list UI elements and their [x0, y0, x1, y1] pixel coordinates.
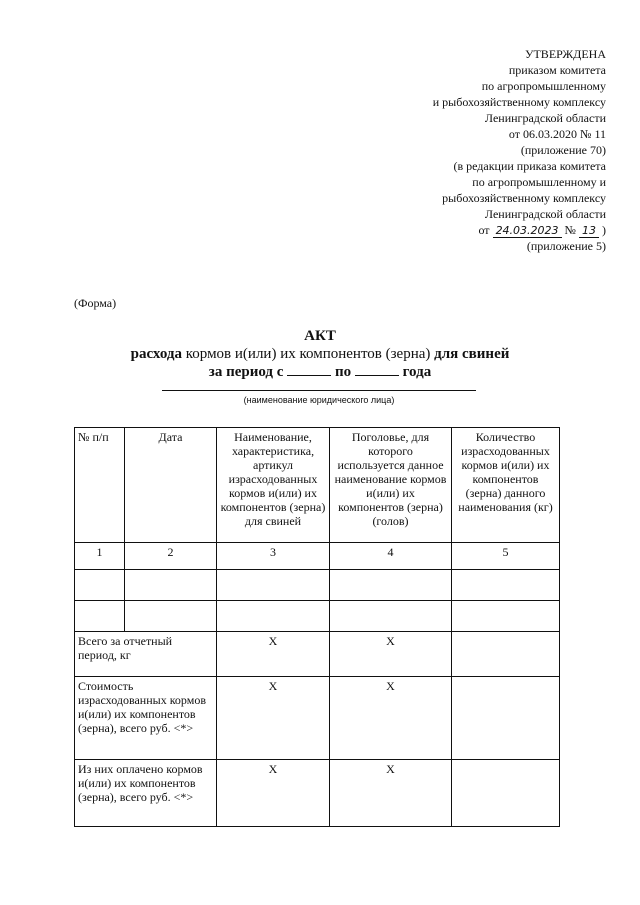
cost-x-mark: X: [217, 677, 330, 760]
column-number: 3: [217, 543, 330, 570]
cost-row: [75, 677, 560, 760]
paid-x-mark: X: [330, 760, 452, 827]
total-value-cell[interactable]: [452, 632, 560, 677]
subtitle-middle: кормов и(или) их компонентов (зерна): [182, 346, 435, 362]
subtitle-bold-end: для свиней: [434, 346, 510, 362]
period-part1: за период с: [208, 364, 288, 380]
table-cell[interactable]: [75, 601, 125, 632]
header-cell: Дата: [125, 428, 217, 543]
act-period: [0, 363, 640, 381]
handwritten-date: 24.03.2023: [493, 225, 562, 238]
paid-row: [75, 760, 560, 827]
cost-x-mark: X: [330, 677, 452, 760]
header-cell: № п/п: [75, 428, 125, 543]
form-label: (Форма): [74, 296, 117, 310]
handwritten-number: 13: [579, 225, 599, 238]
paid-label: Из них оплачено кормов и(или) их компонентов (зерна), всего руб. <*>: [75, 760, 217, 827]
approval-line: по агропромышленному и: [472, 175, 606, 189]
approval-line: (приложение 70): [520, 143, 606, 157]
date-prefix: от: [478, 223, 490, 237]
total-x-mark: X: [330, 632, 452, 677]
subtitle-bold-start: расхода: [130, 346, 183, 362]
header-cell: Количество израсходованных кормов и(или) их компонентов (зерна) данного наименования (кг): [452, 428, 560, 543]
number-prefix: №: [564, 223, 576, 237]
approval-line: приказом комитета: [508, 63, 606, 77]
table-row: [75, 570, 560, 601]
table-cell[interactable]: [330, 601, 452, 632]
period-from-blank[interactable]: [287, 363, 331, 376]
approval-block: [433, 46, 606, 254]
approval-line: Ленинградской области: [484, 111, 606, 125]
table-cell[interactable]: [75, 570, 125, 601]
approval-date-line: [433, 222, 606, 238]
total-x-mark: X: [217, 632, 330, 677]
paid-x-mark: X: [217, 760, 330, 827]
act-heading: АКТ: [304, 328, 336, 344]
approval-line: рыбохозяйственному комплексу: [442, 191, 606, 205]
org-caption: (наименование юридического лица): [243, 395, 395, 405]
table-cell[interactable]: [452, 601, 560, 632]
header-cell: Поголовье, для которого используется данное наименование кормов и(или) их компонентов (зерна) (голов): [330, 428, 452, 543]
approval-line: (в редакции приказа комитета: [453, 159, 606, 173]
paid-value-cell[interactable]: [452, 760, 560, 827]
close-paren: ): [602, 223, 606, 237]
table-cell[interactable]: [217, 601, 330, 632]
approval-line: от 06.03.2020 № 11: [508, 127, 606, 141]
column-number-row: [75, 543, 560, 570]
org-name-field[interactable]: [162, 390, 476, 405]
approval-appendix: (приложение 5): [526, 239, 606, 253]
table-row: [75, 601, 560, 632]
act-table: [74, 427, 560, 827]
column-number: 2: [125, 543, 217, 570]
table-cell[interactable]: [452, 570, 560, 601]
cost-value-cell[interactable]: [452, 677, 560, 760]
approval-line: и рыбохозяйственному комплексу: [432, 95, 606, 109]
approval-line: по агропромышленному: [481, 79, 606, 93]
table-cell[interactable]: [125, 601, 217, 632]
cost-label: Стоимость израсходованных кормов и(или) их компонентов (зерна), всего руб. <*>: [75, 677, 217, 760]
act-subtitle: [0, 345, 640, 363]
header-cell: Наименование, характеристика, артикул израсходованных кормов и(или) их компонентов (зерна) для свиней: [217, 428, 330, 543]
total-label: Всего за отчетный период, кг: [75, 632, 217, 677]
column-number: 5: [452, 543, 560, 570]
table-cell[interactable]: [217, 570, 330, 601]
table-cell[interactable]: [330, 570, 452, 601]
total-row: [75, 632, 560, 677]
period-to-blank[interactable]: [355, 363, 399, 376]
table-cell[interactable]: [125, 570, 217, 601]
act-title: [0, 327, 640, 381]
column-number: 1: [75, 543, 125, 570]
header-row: [75, 428, 560, 543]
period-part2: по: [331, 364, 355, 380]
approval-title: УТВЕРЖДЕНА: [524, 47, 606, 61]
approval-line: Ленинградской области: [484, 207, 606, 221]
period-part3: года: [398, 364, 432, 380]
column-number: 4: [330, 543, 452, 570]
